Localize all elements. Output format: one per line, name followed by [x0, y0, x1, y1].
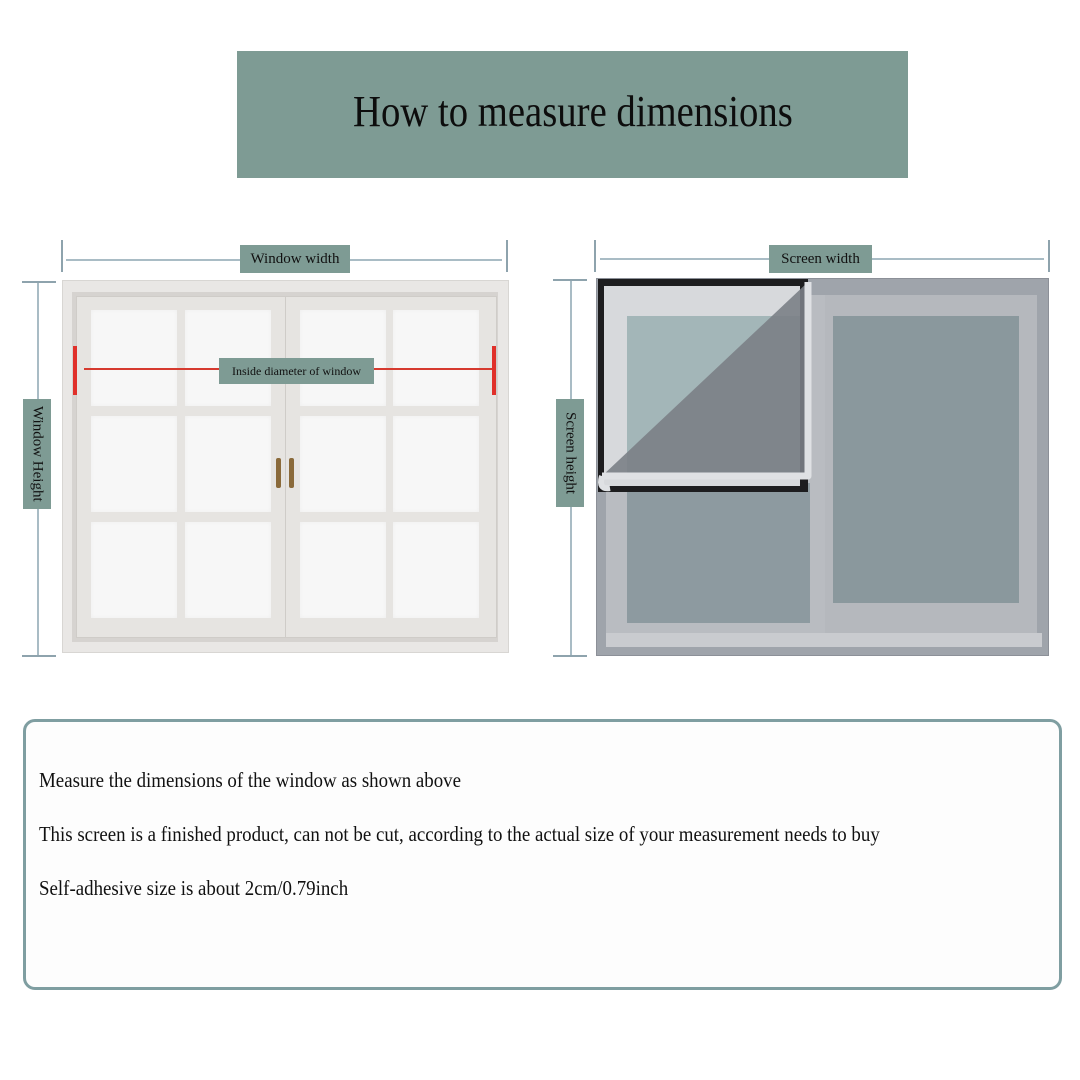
door-handle-icon [276, 458, 281, 488]
screen-width-text: Screen width [781, 250, 860, 267]
door-handle-icon [289, 458, 294, 488]
window-width-text: Window width [250, 250, 340, 267]
glass-pane [627, 483, 810, 623]
width-tick-left [61, 240, 63, 272]
measure-mark-right [492, 346, 496, 395]
pane [185, 522, 271, 618]
height-tick-bottom [22, 655, 56, 657]
pane [393, 310, 479, 406]
bottom-rail [606, 633, 1042, 647]
screen-width-label [769, 245, 872, 273]
glass-pane [833, 316, 1019, 603]
window-height-text: Window Height [29, 406, 46, 502]
window-height-label [23, 399, 51, 509]
height-tick-bottom [553, 655, 587, 657]
height-tick-top [22, 281, 56, 283]
width-tick-right [1048, 240, 1050, 272]
width-tick-left [594, 240, 596, 272]
width-tick-right [506, 240, 508, 272]
pane [300, 416, 386, 512]
pane [91, 416, 177, 512]
pane [91, 522, 177, 618]
pane [91, 310, 177, 406]
screen-height-text: Screen height [562, 411, 579, 495]
instruction-line: Self-adhesive size is about 2cm/0.79inch [39, 876, 349, 900]
instruction-line: Measure the dimensions of the window as shown above [39, 768, 462, 792]
window-width-label [240, 245, 350, 273]
page-title: How to measure dimensions [352, 87, 793, 136]
pane [393, 416, 479, 512]
measure-mark-left [73, 346, 77, 395]
pane [185, 416, 271, 512]
screen-height-label [556, 399, 584, 507]
pane [300, 522, 386, 618]
instruction-line: This screen is a finished product, can not be cut, according to the actual size of your measurement needs to buy [39, 822, 880, 846]
inside-diameter-label [219, 358, 374, 384]
mesh-icon [596, 278, 816, 498]
pane [393, 522, 479, 618]
inside-diameter-text: Inside diameter of window [232, 363, 361, 378]
instructions-box [23, 719, 1062, 990]
title-banner [237, 51, 908, 178]
